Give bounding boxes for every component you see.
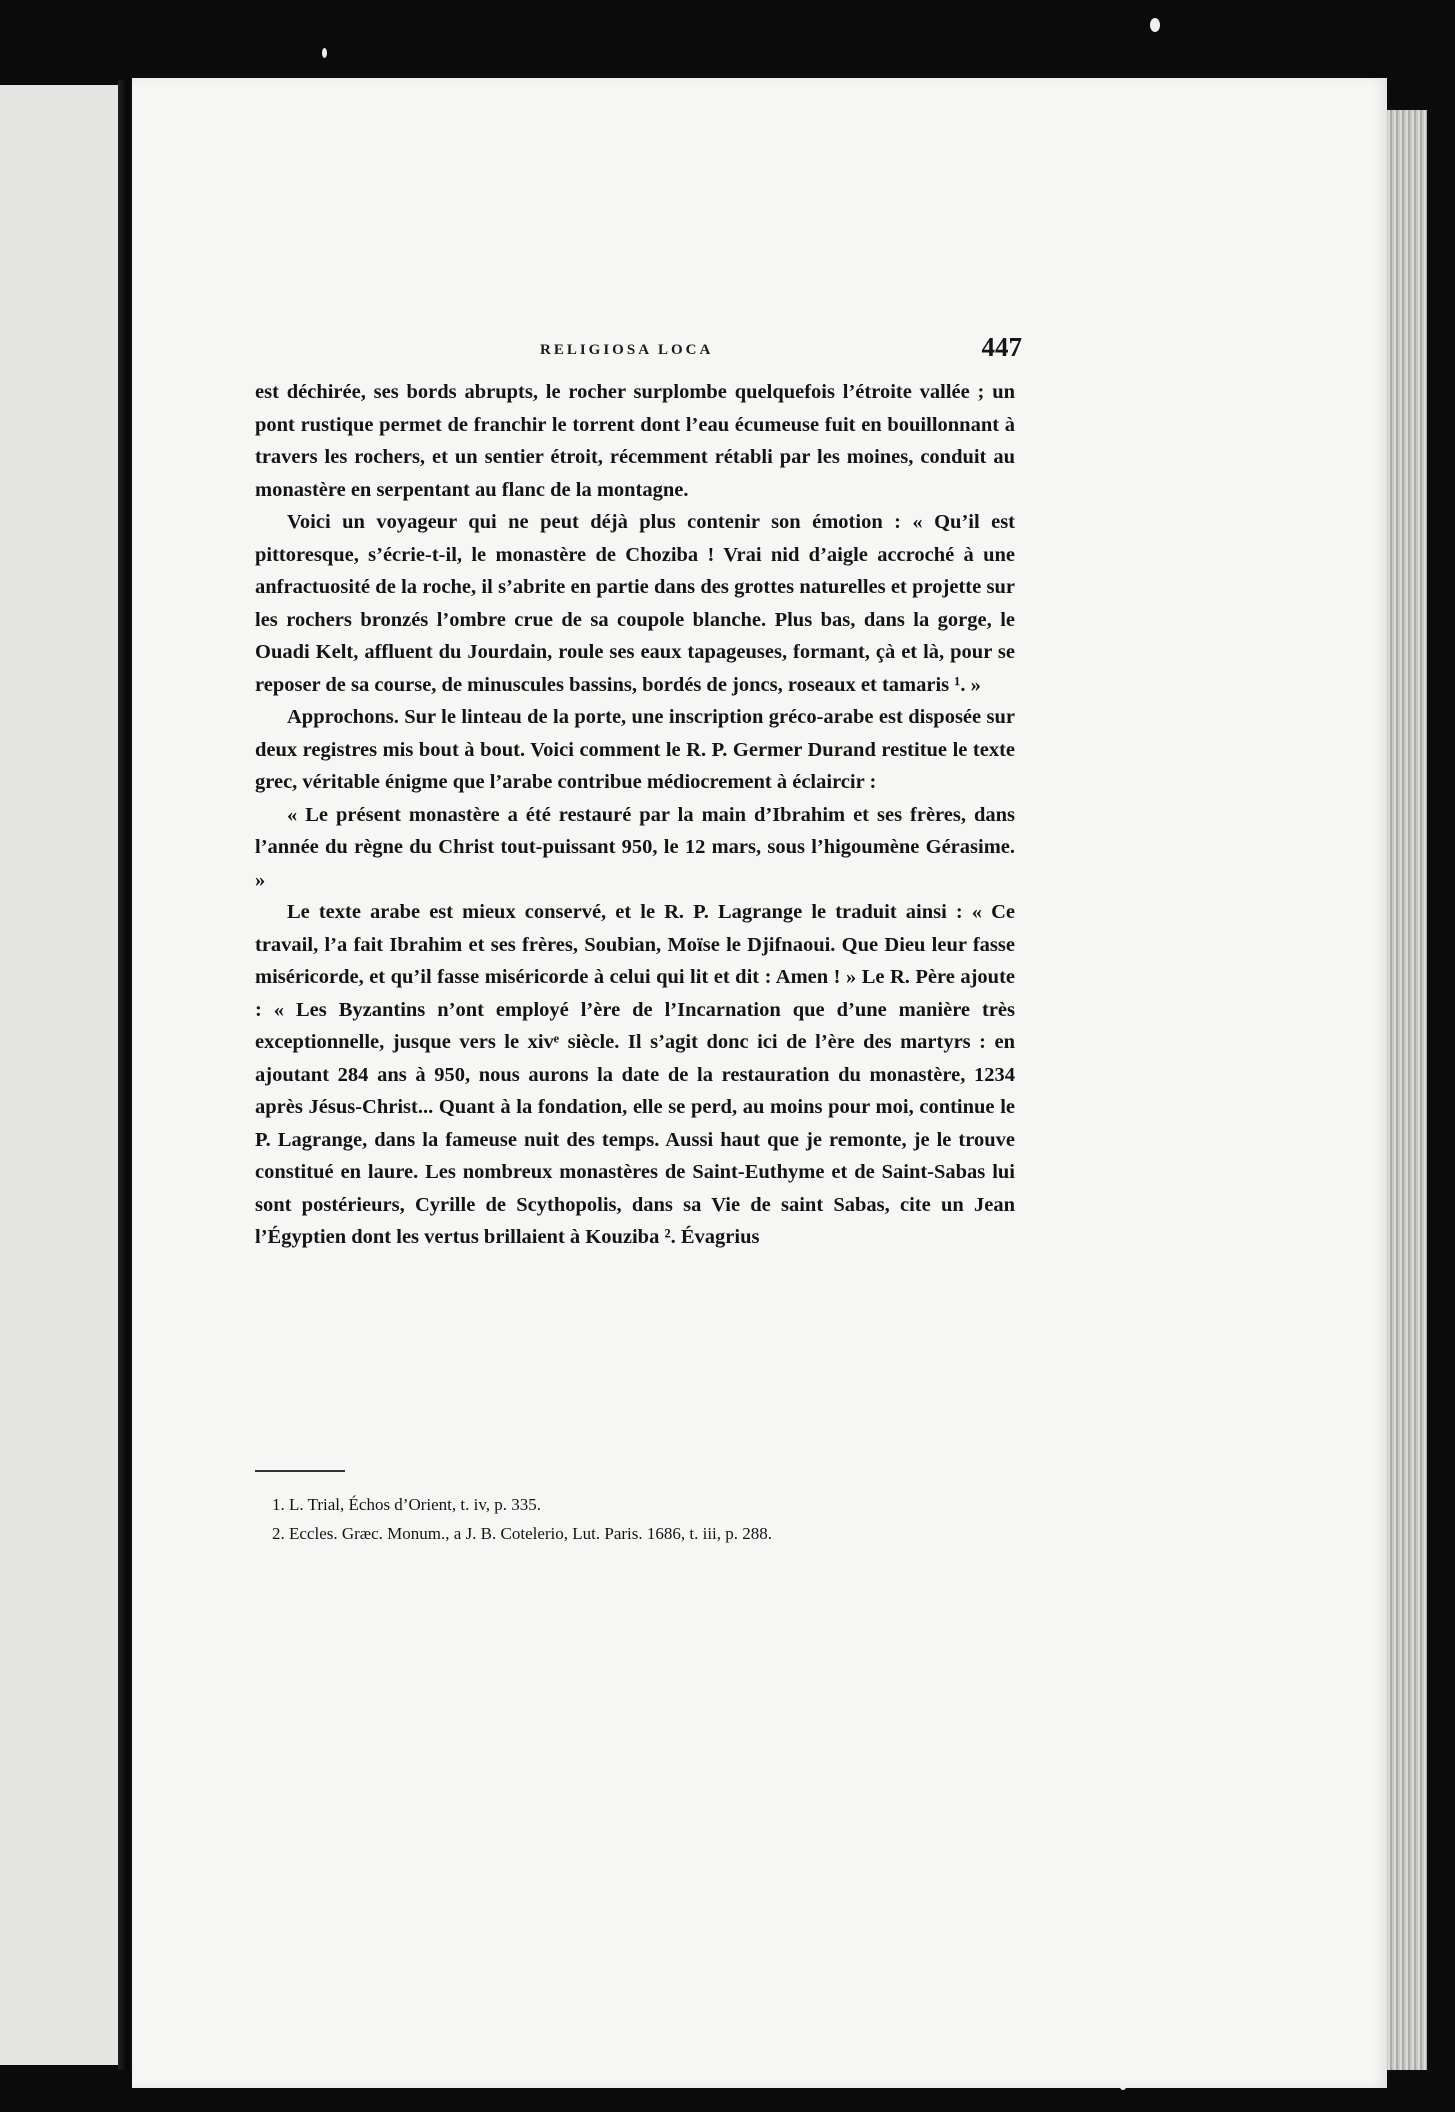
paragraph-2: Voici un voyageur qui ne peut déjà plus contenir son émotion : « Qu’il est pittoresque, s’écrie-t-il, le monastère de Choziba ! Vrai nid d’aigle accroché à une anfractuosité de la roche, il s’abrite en partie dans des grottes naturelles et projette sur les rochers bronzés l’ombre crue de sa coupole blanche. Plus bas, dans la gorge, le Ouadi Kelt, affluent du Jourdain, roule ses eaux tapageuses, formant, çà et là, pour se reposer de sa course, de minuscules bassins, bordés de joncs, roseaux et tamaris ¹. » — [255, 511, 1015, 696]
page-header — [400, 332, 1022, 368]
paragraph-4: « Le présent monastère a été restauré par la main d’Ibrahim et ses frères, dans l’année du règne du Christ tout-puissant 950, le 12 mars, sous l’higoumène Gérasime. » — [255, 803, 1015, 891]
scan-speck — [1120, 2084, 1126, 2090]
paragraph-1: est déchirée, ses bords abrupts, le rocher surplombe quelquefois l’étroite vallée ; un pont rustique permet de franchir le torrent dont l’eau écumeuse fuit en bouillonnant à travers les rochers, et un sentier étroit, récemment rétabli par les moines, conduit au monastère en serpentant au flanc de la montagne. — [255, 381, 1015, 501]
page-stack-edge — [1387, 110, 1427, 2070]
running-head: RELIGIOSA LOCA — [540, 342, 714, 358]
footnote-2: 2. Eccles. Græc. Monum., a J. B. Cotelerio, Lut. Paris. 1686, t. iii, p. 288. — [272, 1524, 773, 1543]
scan-speck — [322, 48, 327, 58]
scan-speck — [1150, 18, 1160, 32]
page-number: 447 — [981, 332, 1022, 362]
footnotes — [272, 1490, 1032, 1548]
body-text — [255, 376, 1015, 1254]
footnote-1: 1. L. Trial, Échos d’Orient, t. iv, p. 335. — [272, 1495, 541, 1514]
footnote-rule — [255, 1470, 345, 1472]
adjacent-page-edge — [0, 85, 118, 2065]
paragraph-3: Approchons. Sur le linteau de la porte, une inscription gréco-arabe est disposée sur deux registres mis bout à bout. Voici comment le R. P. Germer Durand restitue le texte grec, véritable énigme que l’arabe contribue médiocrement à éclaircir : — [255, 706, 1015, 793]
paragraph-5: Le texte arabe est mieux conservé, et le R. P. Lagrange le traduit ainsi : « Ce travail, l’a fait Ibrahim et ses frères, Soubian, Moïse le Djifnaoui. Que Dieu leur fasse miséricorde, et qu’il fasse miséricorde à celui qui lit et dit : Amen ! » Le R. Père ajoute : « Les Byzantins n’ont employé l’ère de l’Incarnation que d’une manière très exceptionnelle, jusque vers le xivᵉ siècle. Il s’agit donc ici de l’ère des martyrs : en ajoutant 284 ans à 950, nous aurons la date de la restauration du monastère, 1234 après Jésus-Christ... Quant à la fondation, elle se perd, au moins pour moi, continue le P. Lagrange, dans la fameuse nuit des temps. Aussi haut que je remonte, je le trouve constitué en laure. Les nombreux monastères de Saint-Euthyme et de Saint-Sabas lui sont postérieurs, Cyrille de Scythopolis, dans sa Vie de saint Sabas, cite un Jean l’Égyptien dont les vertus brillaient à Kouziba ². Évagrius — [255, 901, 1015, 1248]
